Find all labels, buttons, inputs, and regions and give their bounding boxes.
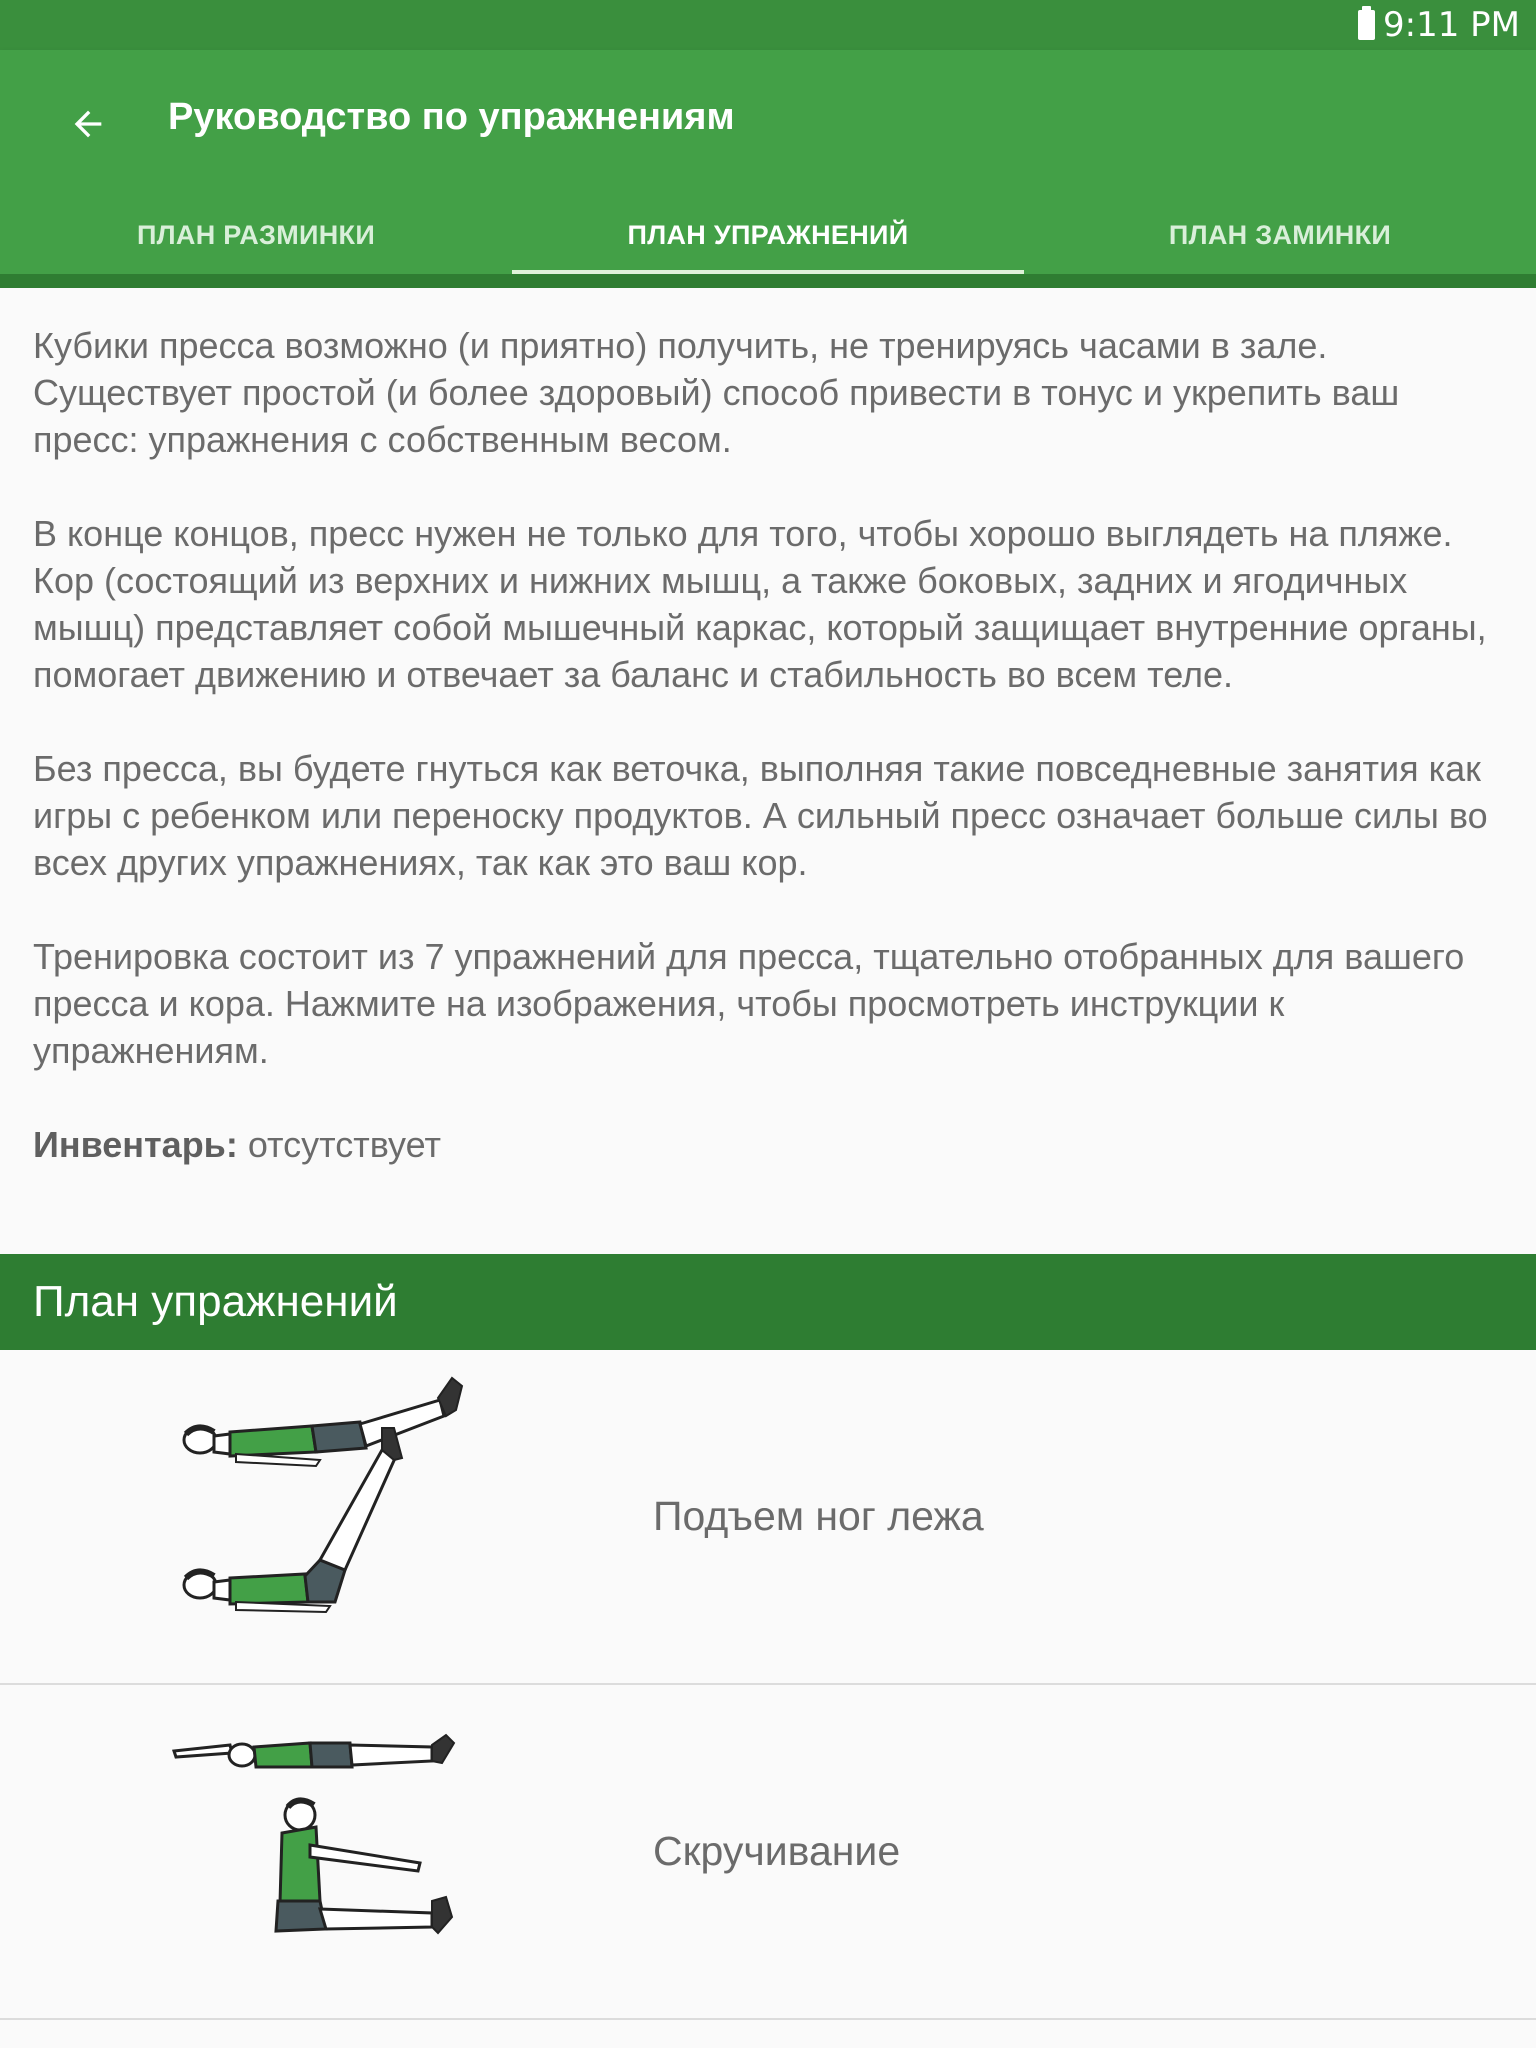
list-item[interactable]: [0, 1685, 1536, 2020]
tab-label: ПЛАН УПРАЖНЕНИЙ: [627, 219, 909, 250]
inventory-value: отсутствует: [237, 1124, 441, 1165]
back-button[interactable]: [54, 90, 122, 158]
intro-paragraph: В конце концов, пресс нужен не только для того, чтобы хорошо выглядеть на пляже. Кор (состоящий из верхних и нижних мышц, а также боковых, задних и ягодичных мышц) представляет собой мышечный каркас, который защищает внутренние органы, помогает движению и отвечает за баланс и стабильность во всем теле.: [33, 513, 1487, 695]
exercise-name: Подъем ног лежа: [653, 1493, 984, 1539]
crunch-illustration[interactable]: [170, 1705, 490, 2000]
arrow-back-icon: [68, 104, 108, 144]
app-bar: [0, 50, 1536, 274]
inventory-label: Инвентарь:: [33, 1124, 238, 1165]
intro-paragraph: Кубики пресса возможно (и приятно) получить, не тренируясь часами в зале. Существует простой (и более здоровый) способ привести в тонус и укрепить ваш пресс: упражнения с собственным весом.: [33, 325, 1400, 460]
intro-text: [33, 322, 1513, 1168]
section-title: План упражнений: [33, 1277, 398, 1326]
exercise-name: Скручивание: [653, 1828, 901, 1874]
inventory-line: [33, 1121, 1513, 1168]
page-title: Руководство по упражнениям: [168, 96, 735, 138]
tab-warmup-plan[interactable]: [0, 208, 512, 274]
tab-exercise-plan[interactable]: [512, 208, 1024, 274]
intro-paragraph: Без пресса, вы будете гнуться как веточка, выполняя такие повседневные занятия как игры с ребенком или переноску продуктов. А сильный пресс означает больше силы во всех других упражнениях, так как это ваш кор.: [33, 748, 1488, 883]
tab-label: ПЛАН РАЗМИНКИ: [136, 219, 376, 250]
tab-bar: [0, 208, 1536, 274]
tab-label: ПЛАН ЗАМИНКИ: [1168, 219, 1392, 250]
status-time: 9:11 PM: [1383, 5, 1520, 45]
list-item[interactable]: [0, 1350, 1536, 1685]
section-header: [0, 1254, 1536, 1350]
status-bar: [0, 0, 1536, 50]
tab-cooldown-plan[interactable]: [1024, 208, 1536, 274]
exercise-list: [0, 1350, 1536, 2020]
intro-paragraph: Тренировка состоит из 7 упражнений для пресса, тщательно отобранных для вашего пресса и кора. Нажмите на изображения, чтобы просмотреть инструкции к упражнениям.: [33, 936, 1465, 1071]
app-bar-shadow: [0, 274, 1536, 288]
leg-raise-illustration[interactable]: [170, 1370, 490, 1665]
battery-icon: [1358, 10, 1375, 40]
